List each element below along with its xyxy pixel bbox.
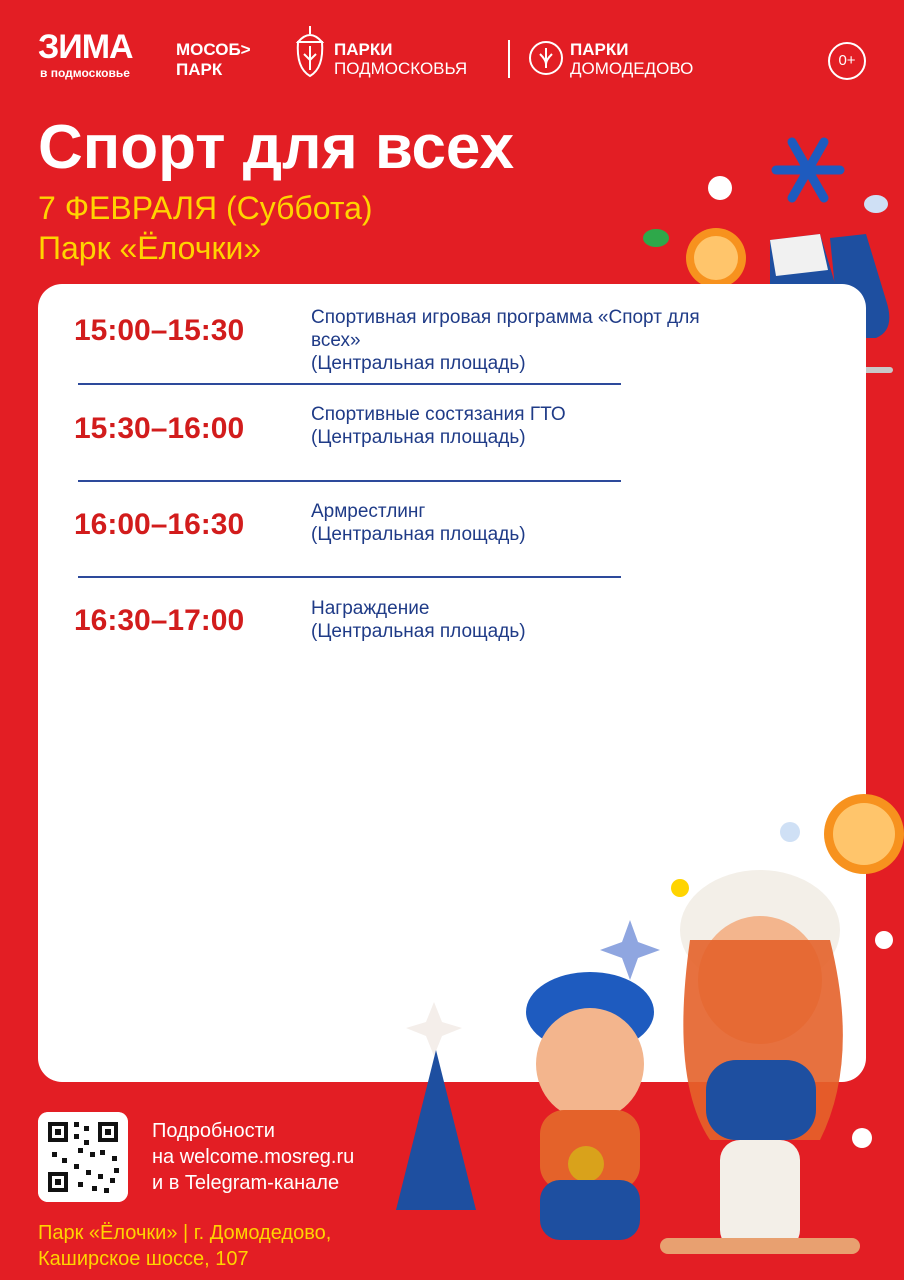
dom-line2: ДОМОДЕДОВО — [570, 59, 694, 78]
dom-line1: ПАРКИ — [570, 40, 629, 59]
parks-domodedovo-logo — [570, 40, 693, 78]
domodedovo-leaf-icon — [528, 40, 564, 76]
parks-line2: ПОДМОСКОВЬЯ — [334, 59, 468, 78]
schedule-time-4: 16:30–17:00 — [74, 604, 245, 637]
zima-logo-subtitle: в подмосковье — [40, 66, 130, 80]
event-place: (Центральная площадь) — [311, 621, 526, 642]
schedule-time-2: 15:30–16:00 — [74, 412, 245, 445]
boy-character — [526, 972, 654, 1240]
parks-line1: ПАРКИ — [334, 40, 393, 59]
age-badge: 0+ — [828, 42, 866, 80]
event-title: Армрестлинг — [311, 501, 426, 522]
event-title: Спортивные состязания ГТО — [311, 404, 566, 425]
event-title: Спортивная игровая программа «Спорт для всех» — [311, 307, 700, 351]
event-date: 7 ФЕВРАЛЯ (Суббота) — [38, 190, 373, 226]
girl-character — [660, 870, 860, 1254]
snowball — [708, 176, 732, 200]
schedule-event-4 — [311, 597, 741, 643]
star-icon — [600, 920, 660, 980]
mosobpark-logo — [176, 40, 251, 80]
parks-podmoskovya-logo — [334, 40, 467, 78]
mosobpark-line1: МОСОБ> — [176, 40, 251, 59]
snowflake-icon — [776, 142, 840, 198]
info-line-2: на welcome.mosreg.ru — [152, 1146, 355, 1168]
address-line-1: Парк «Ёлочки» | г. Домодедово, — [38, 1222, 332, 1244]
schedule-event-3 — [311, 500, 741, 546]
kids-characters-illustration — [390, 780, 904, 1280]
qr-code[interactable] — [38, 1112, 128, 1202]
more-info-text — [152, 1118, 354, 1196]
event-place: (Центральная площадь) — [311, 353, 526, 374]
info-line-1: Подробности — [152, 1120, 275, 1142]
event-place: (Центральная площадь) — [311, 524, 526, 545]
park-name: Парк «Ёлочки» — [38, 230, 262, 266]
schedule-divider — [78, 480, 621, 482]
address-line-2: Каширское шоссе, 107 — [38, 1248, 249, 1270]
schedule-event-1 — [311, 306, 741, 375]
star-icon — [406, 1002, 462, 1056]
logo-divider — [508, 40, 510, 78]
page-title: Спорт для всех — [38, 113, 515, 182]
mosobpark-line2: ПАРК — [176, 60, 223, 79]
medal-icon — [568, 1146, 604, 1182]
schedule-divider — [78, 576, 621, 578]
park-address — [38, 1220, 331, 1272]
schedule-event-2 — [311, 403, 741, 449]
schedule-divider — [78, 383, 621, 385]
event-title: Награждение — [311, 598, 430, 619]
christmas-tree-icon — [396, 1050, 476, 1210]
info-line-3: и в Telegram-канале — [152, 1172, 340, 1194]
zima-logo: ЗИМА — [38, 28, 133, 66]
parks-acorn-icon — [290, 24, 330, 78]
event-place: (Центральная площадь) — [311, 427, 526, 448]
schedule-time-3: 16:00–16:30 — [74, 508, 245, 541]
schedule-time-1: 15:00–15:30 — [74, 314, 245, 347]
